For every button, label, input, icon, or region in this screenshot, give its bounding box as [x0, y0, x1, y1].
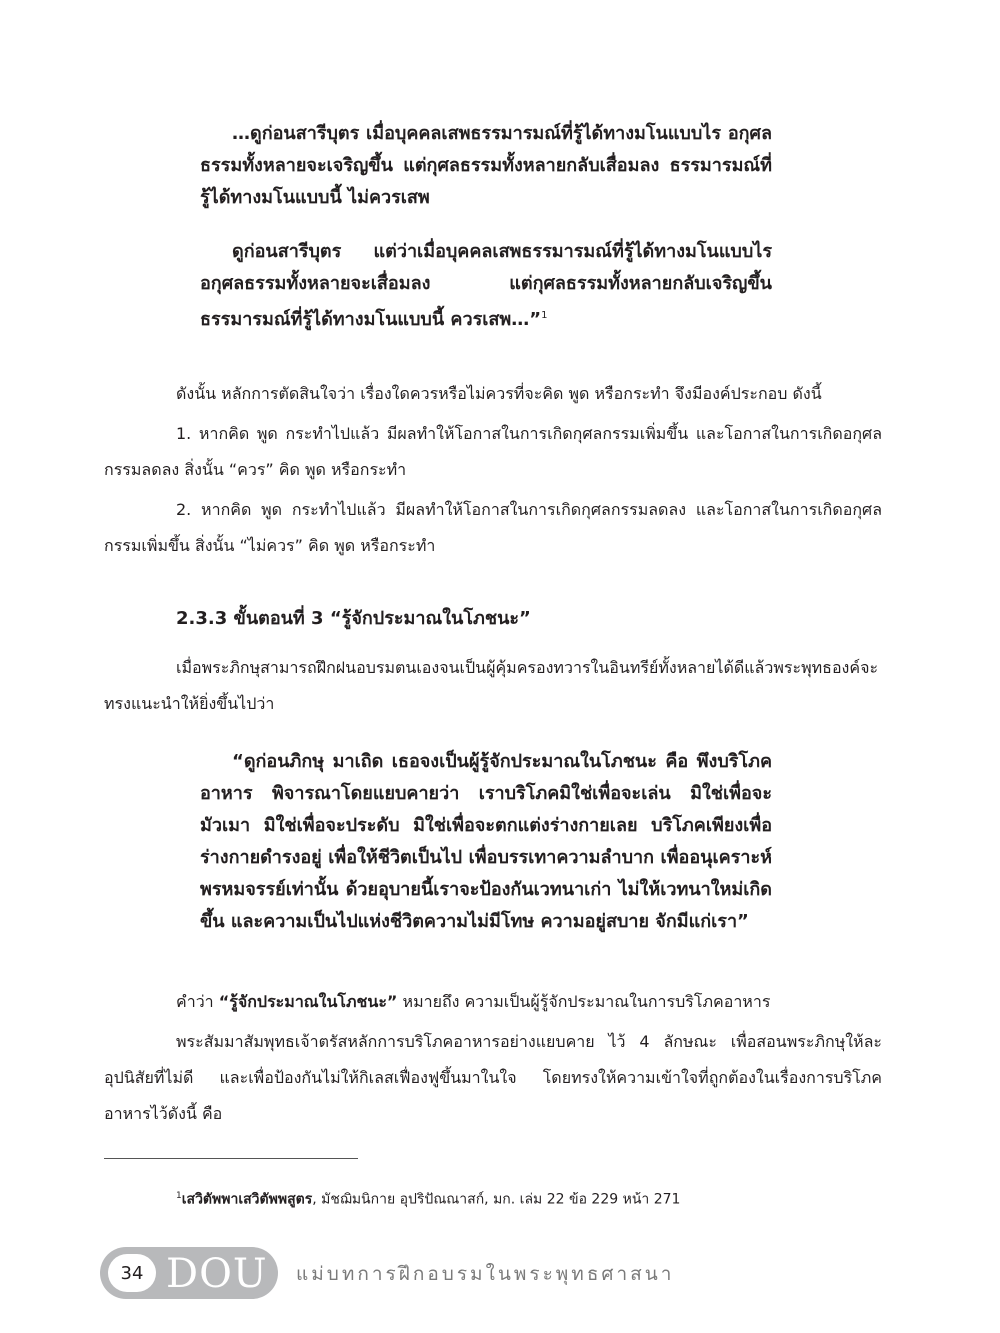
definition-term: “รู้จักประมาณในโภชนะ” — [218, 992, 398, 1011]
section-intro — [104, 650, 882, 722]
quote-block-bhojana — [200, 746, 772, 938]
definition-text: คำว่า “รู้จักประมาณในโภชนะ” หมายถึง ความเป็นผู้รู้จักประมาณในการบริโภคอาหาร — [176, 992, 771, 1011]
footnote-divider — [104, 1158, 358, 1159]
section-heading: 2.3.3 ขั้นตอนที่ 3 “รู้จักประมาณในโภชนะ” — [176, 608, 531, 629]
footnote — [176, 1185, 680, 1211]
decision-item-2: 2. หากคิด พูด กระทำไปแล้ว มีผลทำให้โอกาสในการเกิดกุศลกรรมลดลง และโอกาสในการเกิดอกุศลกรรมเพิ่มขึ้น สิ่งนั้น “ไม่ควร” คิด พูด หรือกระทำ — [104, 500, 882, 555]
four-principles-text: พระสัมมาสัมพุทธเจ้าตรัสหลักการบริโภคอาหารอย่างแยบคาย ไว้ 4 ลักษณะ เพื่อสอนพระภิกษุให้ละอุปนิสัยที่ไม่ดี และเพื่อป้องกันไม่ให้กิเลสเฟื่องฟูขึ้นมาในใจ โดยทรงให้ความเข้าใจที่ถูกต้องในเรื่องการบริโภคอาหารไว้ดังนี้ คือ — [104, 1032, 882, 1123]
book-title: แม่บทการฝึกอบรมในพระพุทธศาสนา — [296, 1263, 675, 1285]
dou-logo: DOU — [166, 1251, 268, 1297]
quote-block-sariputta — [200, 118, 772, 336]
decision-item-1: 1. หากคิด พูด กระทำไปแล้ว มีผลทำให้โอกาสในการเกิดกุศลกรรมเพิ่มขึ้น และโอกาสในการเกิดอกุศลกรรมลดลง สิ่งนั้น “ควร” คิด พูด หรือกระทำ — [104, 424, 882, 479]
quote-paragraph-2: ดูก่อนสารีบุตร แต่ว่าเมื่อบุคคลเสพธรรมารมณ์ที่รู้ได้ทางมโนแบบไร อกุศลธรรมทั้งหลายจะเสื่อมลง แต่กุศลธรรมทั้งหลายกลับเจริญขึ้น ธรรมารมณ์ที่รู้ได้ทางมโนแบบนี้ ควรเสพ…”$^1$ — [200, 241, 772, 330]
footnote-marker: 1 — [176, 1191, 182, 1201]
decision-principles — [104, 376, 882, 564]
quote-paragraph-1: …ดูก่อนสารีบุตร เมื่อบุคคลเสพธรรมารมณ์ที่รู้ได้ทางมโนแบบไร อกุศลธรรมทั้งหลายจะเจริญขึ้น แต่กุศลธรรมทั้งหลายกลับเสื่อมลง ธรรมารมณ์ที่รู้ได้ทางมโนแบบนี้ ไม่ควรเสพ — [200, 123, 772, 208]
section-intro-text: เมื่อพระภิกษุสามารถฝึกฝนอบรมตนเองจนเป็นผู้คุ้มครองทวารในอินทรีย์ทั้งหลายได้ดีแล้วพระพุทธองค์จะทรงแนะนำให้ยิ่งขึ้นไปว่า — [104, 658, 879, 713]
page-footer — [100, 1247, 880, 1299]
definition-paragraphs — [104, 984, 882, 1132]
footnote-reference: , มัชฌิมนิกาย อุปริปัณณาสก์, มก. เล่ม 22 ข้อ 229 หน้า 271 — [312, 1191, 681, 1208]
page-number: 34 — [108, 1254, 156, 1292]
quote-bhojana-text: “ดูก่อนภิกษุ มาเถิด เธอจงเป็นผู้รู้จักประมาณในโภชนะ คือ พึงบริโภคอาหาร พิจารณาโดยแยบคายว่า เราบริโภคมิใช่เพื่อจะเล่น มิใช่เพื่อจะมัวเมา มิใช่เพื่อจะประดับ มิใช่เพื่อจะตกแต่งร่างกายเลย บริโภคเพียงเพื่อร่างกายดำรงอยู่ เพื่อให้ชีวิตเป็นไป เพื่อบรรเทาความลำบาก เพื่ออนุเคราะห์พรหมจรรย์เท่านั้น ด้วยอุบายนี้เราจะป้องกันเวทนาเก่า ไม่ให้เวทนาใหม่เกิดขึ้น และความเป็นไปแห่งชีวิตความไม่มีโทษ ความอยู่สบาย จักมีแก่เรา” — [200, 751, 772, 932]
footnote-ref[interactable]: 1 — [541, 310, 548, 321]
footer-badge — [100, 1247, 278, 1299]
footnote-sutta-title: เสวิตัพพาเสวิตัพพสูตร — [181, 1191, 313, 1208]
decision-intro: ดังนั้น หลักการตัดสินใจว่า เรื่องใดควรหรือไม่ควรที่จะคิด พูด หรือกระทำ จึงมีองค์ประกอบ ดังนี้ — [176, 384, 822, 403]
